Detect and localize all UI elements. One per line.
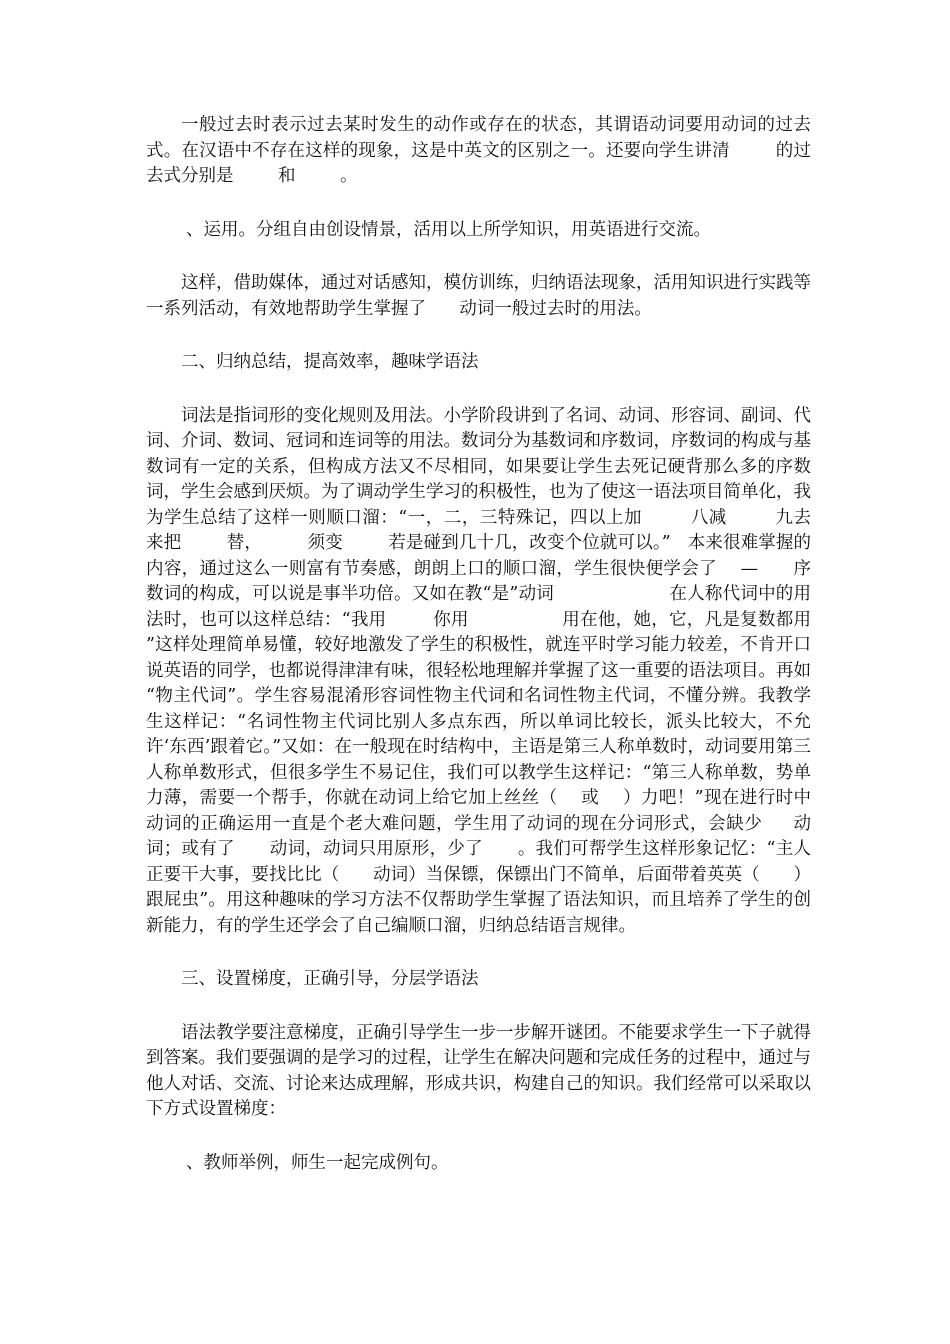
section-heading-3: 三、设置梯度，正确引导，分层学语法 (181, 969, 479, 989)
paragraph-application-step: 、运用。分组自由创设情景，活用以上所学知识，用英语进行交流。 (186, 219, 711, 240)
paragraph-past-tense-intro: 一般过去时表示过去某时发生的动作或存在的状态，其谓语动词要用动词的过去式。在汉语中不存在这样的现象，这是中英文的区别之一。还要向学生讲清 的过去式分别是 和 。 (146, 115, 811, 186)
paragraph-summary-media: 这样，借助媒体，通过对话感知，模仿训练，归纳语法现象，活用知识进行实践等一系列活动，有效地帮助学生掌握了 动词一般过去时的用法。 (146, 273, 811, 319)
paragraph-teacher-example: 、教师举例，师生一起完成例句。 (186, 1152, 449, 1173)
paragraph-morphology-rhymes: 词法是指词形的变化规则及用法。小学阶段讲到了名词、动词、形容词、副词、代词、介词、数词、冠词和连词等的用法。数词分为基数词和序数词，序数词的构成与基数词有一定的关系，但构成方法又不尽相同，如果要让学生去死记硬背那么多的序数词，学生会感到厌烦。为了调动学生学习的积极性，也为了使这一语法项目简单化，我为学生总结了这样一则顺口溜：“一，二，三特殊记，四以上加 八减 九去 来把 替， 须变 若是碰到几十几，改变个位就可以。” 本来很难掌握的内容，通过这么一则富有节奏感，朗朗上口的顺口溜，学生很快便学会了 — 序数词的构成，可以说是事半功倍。又如在教“是”动词 在人称代词中的用法时，也可以这样总结：“我用 你用 用在他，她，它，凡是复数都用 ”这样处理简单易懂，较好地激发了学生的积极性，就连平时学习能力较差，不肯开口说英语的同学，也都说得津津有味，很轻松地理解并掌握了这一重要的语法项目。再如 “物主代词”。学生容易混淆形容词性物主代词和名词性物主代词，不懂分辨。我教学生这样记：“名词性物主代词比别人多点东西，所以单词比较长，派头比较大，不允许‘东西’跟着它。”又如：在一般现在时结构中，主语是第三人称单数时，动词要用第三人称单数形式，但很多学生不易记住，我们可以教学生这样记：“第三人称单数，势单力薄，需要一个帮手，你就在动词上给它加上丝丝（ 或 ）力吧！”现在进行时中动词的正确运用一直是个老大难问题，学生用了动词的现在分词形式，会缺少 动词；或有了 动词，动词只用原形，少了 。我们可帮学生这样形象记忆：“主人正要干大事，要找比比（ 动词）当保镖，保镖出门不简单，后面带着英英（ ）跟屁虫”。用这种趣味的学习方法不仅帮助学生掌握了语法知识，而且培养了学生的创新能力，有的学生还学会了自己编顺口溜，归纳总结语言规律。 (146, 405, 867, 936)
paragraph-gradient-teaching: 语法教学要注意梯度，正确引导学生一步一步解开谜团。不能要求学生一下子就得到答案。我们要强调的是学习的过程，让学生在解决问题和完成任务的过程中，通过与他人对话、交流、讨论来达成理解，形成共识，构建自己的知识。我们经常可以采取以下方式设置梯度： (146, 1022, 811, 1119)
document-body (146, 113, 867, 1204)
section-heading-2: 二、归纳总结，提高效率，趣味学语法 (181, 352, 479, 372)
